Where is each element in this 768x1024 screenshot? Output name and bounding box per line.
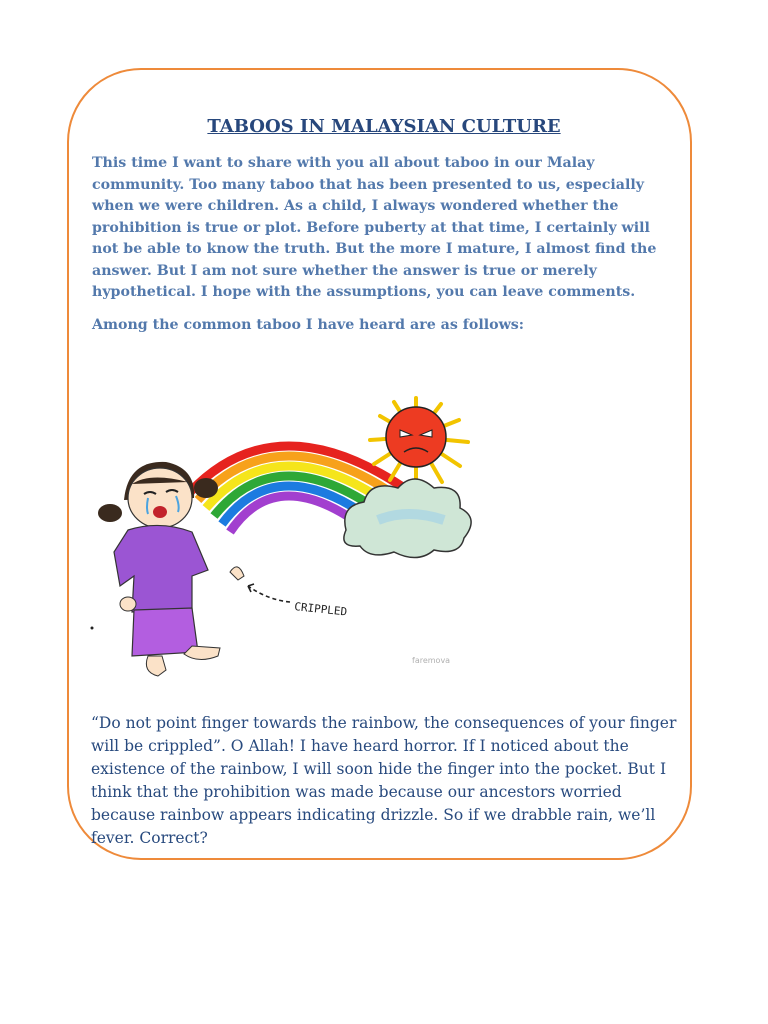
rainbow-girl-illustration [88,380,488,690]
intro-paragraph: This time I want to share with you all about taboo in our Malay community. Too many taboo that has been presented to us, especially when we were children. As a child, I always wondered whether the prohibition is true or plot. Before puberty at that time, I certainly will not be able to know the truth. But the more I mature, I almost find the answer. But I am not sure whether the answer is true or merely hypothetical. I hope with the assumptions, you can leave comments. [92,155,657,300]
quote-paragraph: “Do not point finger towards the rainbow, the consequences of your finger will be crippled”. O Allah! I have heard horror. If I noticed about the existence of the rainbow, I will soon hide the finger into the pocket. But I think that the prohibition was made because our ancestors worried because rainbow appears indicating drizzle. So if we drabble rain, we’ll fever. Correct? [91,714,677,847]
dashed-arrow-icon [248,586,290,602]
crippled-label: CRIPPLED [293,600,348,619]
page-title: TABOOS IN MALAYSIAN CULTURE [207,116,561,137]
ink-dot [91,627,94,630]
lead-paragraph: Among the common taboo I have heard are as follows: [92,317,525,333]
artist-signature: faremova [412,656,451,665]
